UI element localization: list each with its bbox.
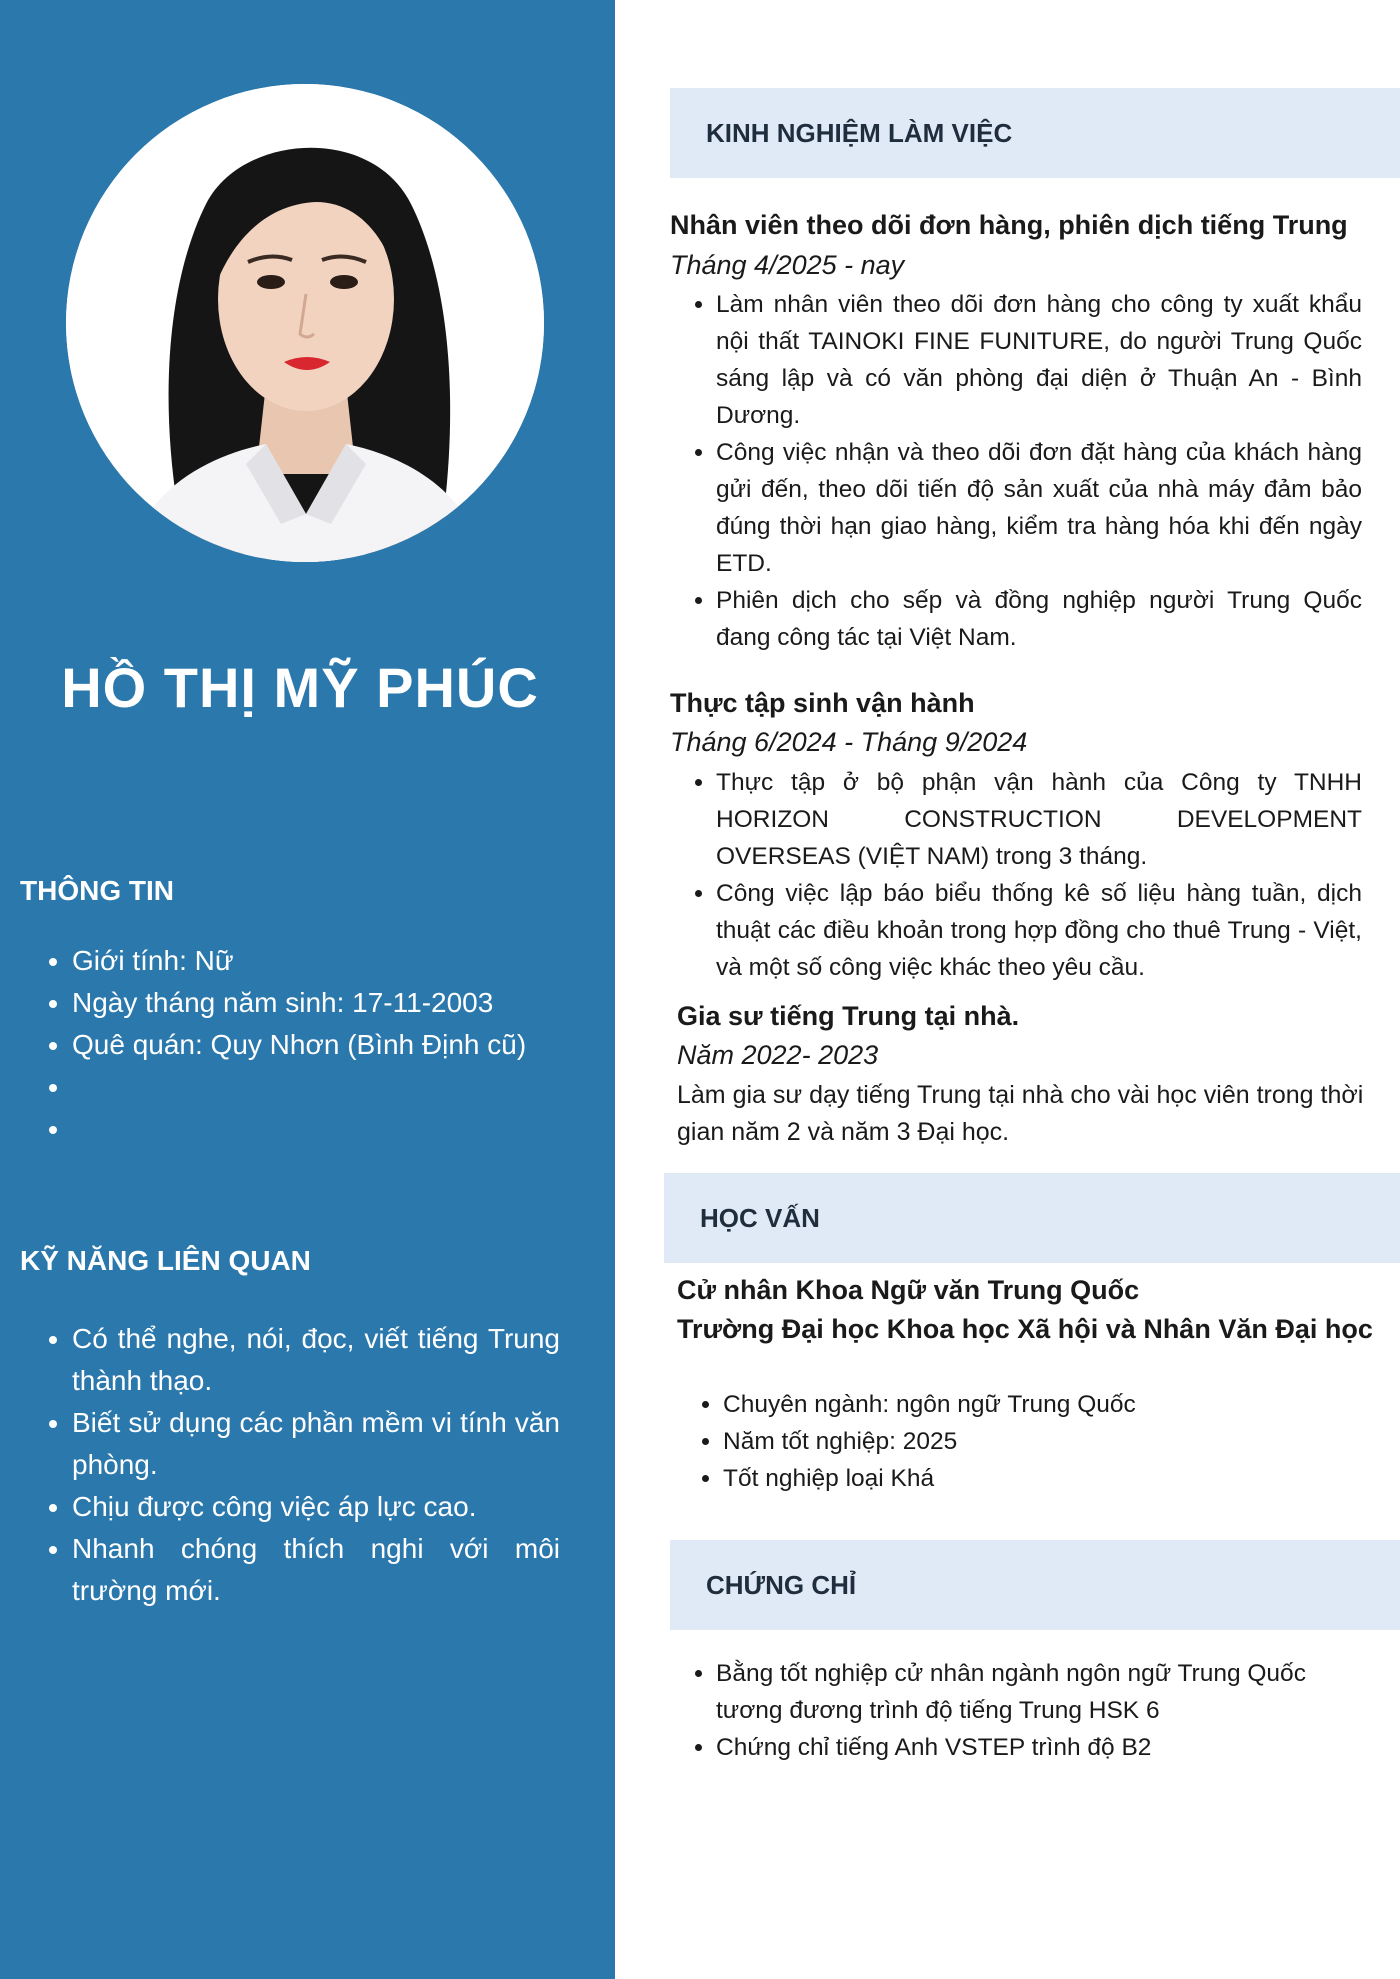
info-gender: • Giới tính: Nữ xyxy=(72,940,560,982)
job-title: Thực tập sinh vận hành xyxy=(670,688,975,718)
school-name: Trường Đại học Khoa học Xã hội và Nhân Văn Đại học xyxy=(677,1314,1373,1344)
education-bullet: • Chuyên ngành: ngôn ngữ Trung Quốc xyxy=(723,1386,1367,1423)
skill-item: • Nhanh chóng thích nghi với môi trường mới. xyxy=(72,1528,560,1612)
degree-title: Cử nhân Khoa Ngữ văn Trung Quốc xyxy=(677,1275,1140,1305)
job-title: Gia sư tiếng Trung tại nhà. xyxy=(677,1001,1020,1031)
job-bullet: • Công việc lập báo biểu thống kê số liệu hàng tuần, dịch thuật các điều khoản trong hợp đồng cho thuê Trung - Việt, và một số công việc khác theo yêu cầu. xyxy=(716,875,1362,986)
job-date: Tháng 4/2025 - nay xyxy=(670,250,905,280)
portrait-illustration xyxy=(66,84,544,562)
job-bullet: • Công việc nhận và theo dõi đơn đặt hàng của khách hàng gửi đến, theo dõi tiến độ sản xuất của nhà máy đảm bảo đúng thời hạn giao hàng, kiểm tra hàng hóa khi đến ngày ETD. xyxy=(716,434,1362,582)
info-heading: THÔNG TIN xyxy=(20,875,174,906)
skill-item: • Chịu được công việc áp lực cao. xyxy=(72,1486,560,1528)
info-empty-item xyxy=(72,1108,560,1150)
job-bullets xyxy=(670,286,1362,656)
info-list xyxy=(20,940,560,1150)
certificates-bullets xyxy=(670,1655,1362,1766)
job-bullets xyxy=(670,764,1362,986)
certificate-item: • Bằng tốt nghiệp cử nhân ngành ngôn ngữ Trung Quốc tương đương trình độ tiếng Trung HSK 6 xyxy=(716,1655,1362,1729)
job-date: Tháng 6/2024 - Tháng 9/2024 xyxy=(670,727,1028,757)
experience-heading: KINH NGHIỆM LÀM VIỆC xyxy=(670,88,1400,178)
education-bullet: • Năm tốt nghiệp: 2025 xyxy=(723,1423,1367,1460)
job-bullet: • Phiên dịch cho sếp và đồng nghiệp người Trung Quốc đang công tác tại Việt Nam. xyxy=(716,582,1362,656)
job-bullet: • Làm nhân viên theo dõi đơn hàng cho công ty xuất khẩu nội thất TAINOKI FINE FUNITURE, do người Trung Quốc sáng lập và có văn phòng đại diện ở Thuận An - Bình Dương. xyxy=(716,286,1362,434)
profile-photo xyxy=(66,84,544,562)
job-description: Làm gia sư dạy tiếng Trung tại nhà cho vài học viên trong thời gian năm 2 và năm 3 Đại học. xyxy=(677,1081,1364,1146)
skill-item: • Biết sử dụng các phần mềm vi tính văn phòng. xyxy=(72,1402,560,1486)
education-bullets xyxy=(677,1386,1367,1497)
candidate-name: HỒ THỊ MỸ PHÚC xyxy=(61,656,539,719)
job-date: Năm 2022- 2023 xyxy=(677,1040,879,1070)
skills-heading: KỸ NĂNG LIÊN QUAN xyxy=(20,1245,311,1276)
info-birthdate: • Ngày tháng năm sinh: 17-11-2003 xyxy=(72,982,560,1024)
skill-item: • Có thể nghe, nói, đọc, viết tiếng Trung thành thạo. xyxy=(72,1318,560,1402)
certificate-item: • Chứng chỉ tiếng Anh VSTEP trình độ B2 xyxy=(716,1729,1362,1766)
sidebar xyxy=(0,0,615,1979)
certificates-heading: CHỨNG CHỈ xyxy=(670,1540,1400,1630)
education-bullet: • Tốt nghiệp loại Khá xyxy=(723,1460,1367,1497)
info-empty-item xyxy=(72,1066,560,1108)
info-hometown: • Quê quán: Quy Nhơn (Bình Định cũ) xyxy=(72,1024,560,1066)
education-heading: HỌC VẤN xyxy=(664,1173,1400,1263)
skills-list xyxy=(20,1318,560,1612)
job-bullet: • Thực tập ở bộ phận vận hành của Công ty TNHH HORIZON CONSTRUCTION DEVELOPMENT OVERSEAS (VIỆT NAM) trong 3 tháng. xyxy=(716,764,1362,875)
job-title: Nhân viên theo dõi đơn hàng, phiên dịch tiếng Trung xyxy=(670,210,1348,240)
